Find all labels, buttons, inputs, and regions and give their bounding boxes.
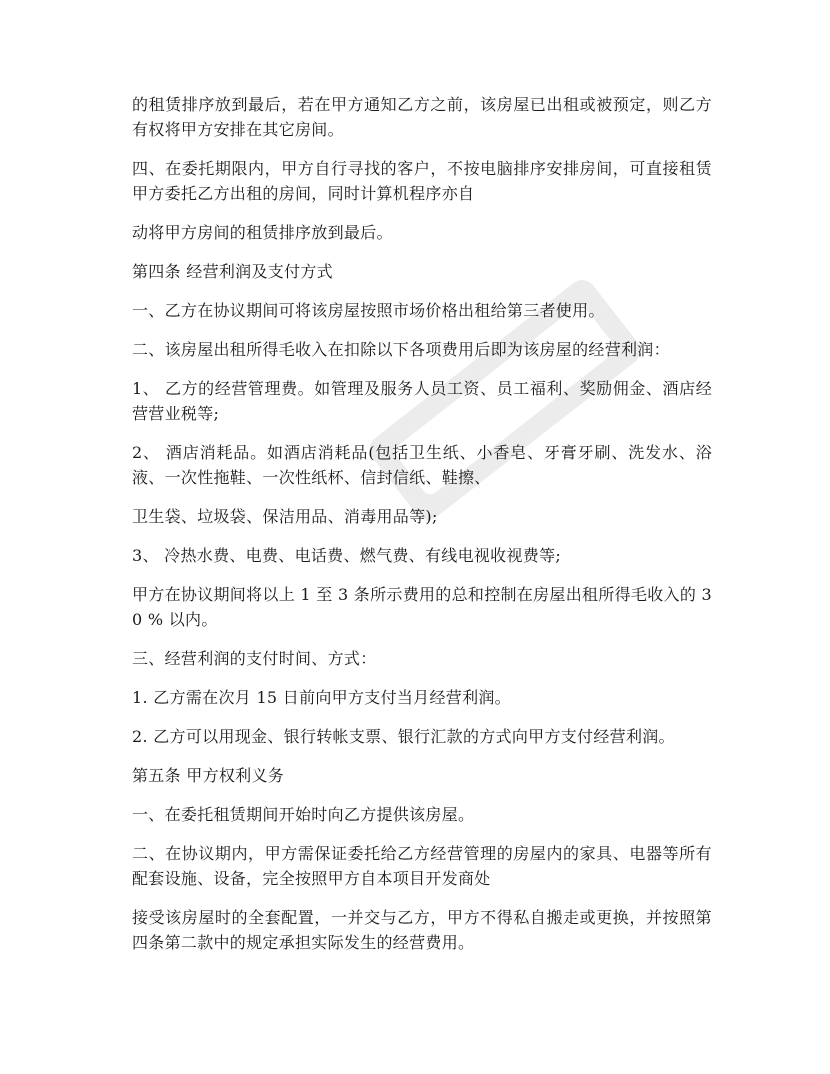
paragraph-cost-limit: 甲方在协议期间将以上 1 至 3 条所示费用的总和控制在房屋出租所得毛收入的 30 % 以内。 (132, 585, 712, 629)
paragraph-3: 动将甲方房间的租赁排序放到最后。 (132, 223, 393, 242)
paragraph-1: 的租赁排序放到最后，若在甲方通知乙方之前，该房屋已出租或被预定，则乙方有权将甲方安排在其它房间。 (132, 95, 712, 139)
paragraph-obligation-2-continued: 接受该房屋时的全套配置，一并交与乙方，甲方不得私自搬走或更换，并按照第四条第二款中的规定承担实际发生的经营费用。 (132, 908, 712, 952)
paragraph-payment-heading: 三、经营利润的支付时间、方式： (132, 649, 377, 668)
paragraph-2: 四、在委托期限内，甲方自行寻找的客户，不按电脑排序安排房间，可直接租赁甲方委托乙方出租的房间，同时计算机程序亦自 (132, 159, 712, 203)
paragraph-obligation-1: 一、在委托租赁期间开始时向乙方提供该房屋。 (132, 805, 475, 824)
paragraph-obligation-2: 二、在协议期内，甲方需保证委托给乙方经营管理的房屋内的家具、电器等所有配套设施、设备，完全按照甲方自本项目开发商处 (132, 844, 712, 888)
section-heading-article-5: 第五条 甲方权利义务 (132, 766, 285, 785)
list-item-2: 2、 酒店消耗品。如酒店消耗品(包括卫生纸、小香皂、牙膏牙刷、洗发水、浴液、一次性拖鞋、一次性纸杯、信封信纸、鞋擦、 (132, 443, 712, 487)
payment-item-2: 2. 乙方可以用现金、银行转帐支票、银行汇款的方式向甲方支付经营利润。 (132, 727, 675, 746)
paragraph-5: 一、乙方在协议期间可将该房屋按照市场价格出租给第三者使用。 (132, 301, 605, 320)
document-body (132, 92, 712, 969)
paragraph-6: 二、该房屋出租所得毛收入在扣除以下各项费用后即为该房屋的经营利润： (132, 340, 670, 359)
list-item-2-continued: 卫生袋、垃圾袋、保洁用品、消毒用品等); (132, 507, 438, 526)
section-heading-article-4: 第四条 经营利润及支付方式 (132, 262, 333, 281)
list-item-3: 3、 冷热水费、电费、电话费、燃气费、有线电视收视费等; (132, 546, 562, 565)
list-item-1: 1、 乙方的经营管理费。如管理及服务人员工资、员工福利、奖励佣金、酒店经营营业税等; (132, 379, 712, 423)
payment-item-1: 1. 乙方需在次月 15 日前向甲方支付当月经营利润。 (132, 688, 511, 707)
